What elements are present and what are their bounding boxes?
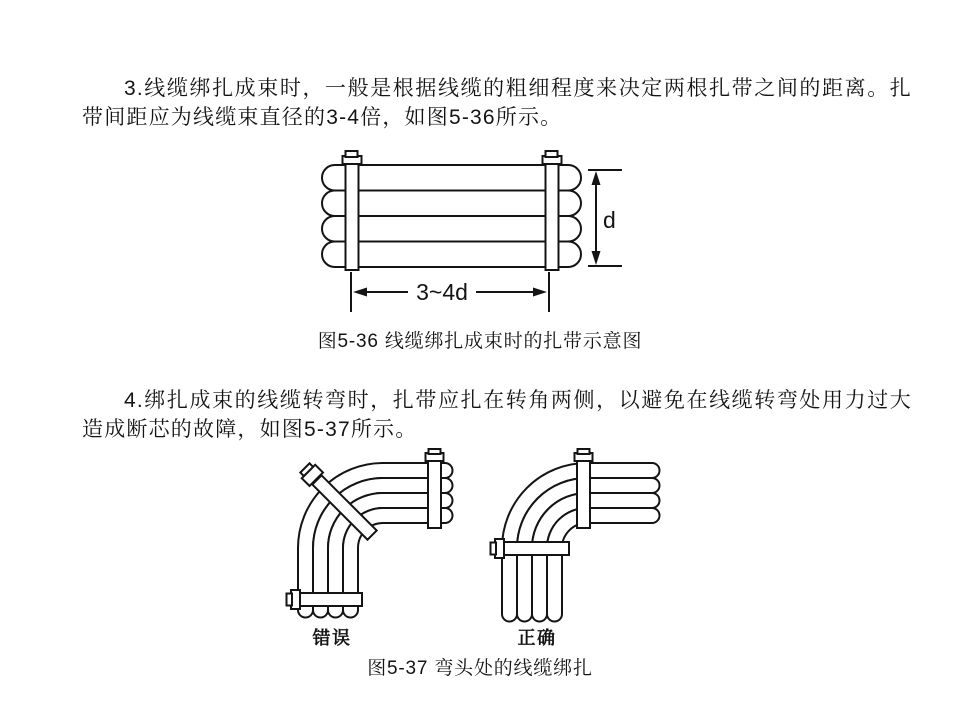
bent-bundle-correct <box>491 449 660 622</box>
tie-buckle-lip <box>491 543 497 555</box>
cable <box>322 216 581 242</box>
dimension-spacing <box>351 272 549 312</box>
tie-buckle-lip <box>429 449 441 454</box>
tie-strap <box>577 460 590 528</box>
arrowhead-right-icon <box>533 288 547 297</box>
cable <box>547 508 660 622</box>
cable <box>322 165 581 191</box>
tie-buckle-lip <box>346 151 358 157</box>
figure-5-36-diagram <box>290 148 635 320</box>
tie-buckle-lip <box>287 594 293 606</box>
bent-bundle-wrong <box>287 449 453 618</box>
paragraph-3: 3.线缆绑扎成束时，一般是根据线缆的粗细程度来决定两根扎带之间的距离。扎带间距应为线缆束直径的3-4倍，如图5-36所示。 <box>82 77 912 129</box>
figure-5-37-caption: 图5-37 弯头处的线缆绑扎 <box>367 658 593 679</box>
arrowhead-up-icon <box>592 171 601 185</box>
cable-bundle <box>322 165 581 267</box>
tie-buckle-lip <box>546 151 558 157</box>
figure-5-37-diagram <box>280 448 670 626</box>
tie-strap <box>503 542 569 555</box>
tie-buckle-lip <box>578 449 590 454</box>
cable-tie-top <box>426 449 444 528</box>
arrowhead-down-icon <box>592 251 601 265</box>
tie-strap <box>428 460 441 528</box>
paragraph-4: 4.绑扎成束的线缆转弯时，扎带应扎在转角两侧，以避免在线缆转弯处用力过大造成断芯的故障，如图5-37所示。 <box>82 389 912 441</box>
tie-strap <box>546 162 559 270</box>
figure-5-36-caption: 图5-36 线缆绑扎成束时的扎带示意图 <box>317 331 643 352</box>
correct-label: 正确 <box>517 628 557 648</box>
arrowhead-left-icon <box>353 288 367 297</box>
cable-tie-right <box>543 151 562 270</box>
tie-strap <box>346 162 359 270</box>
cable <box>322 191 581 217</box>
cable-tie-left <box>343 151 362 270</box>
spacing-label: 3~4d <box>416 279 468 305</box>
cable-tie-bottom <box>287 590 363 609</box>
tie-strap <box>298 593 362 606</box>
dimension-diameter <box>588 170 622 266</box>
cable-tie-after-bend-top <box>575 449 593 528</box>
cable <box>322 242 581 268</box>
cable-tie-after-bend-side <box>491 539 570 558</box>
wrong-label: 错误 <box>312 628 352 648</box>
diameter-label: d <box>603 207 616 233</box>
